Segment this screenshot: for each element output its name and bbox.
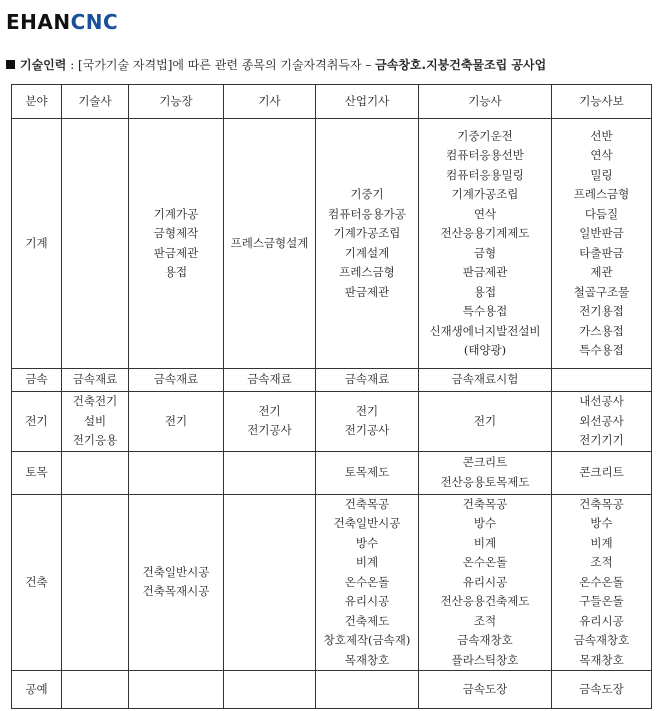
qualification-item: 밀링	[590, 167, 613, 182]
qualification-item: 금속재료	[344, 372, 390, 387]
row-field-label: 전기	[12, 392, 62, 452]
bullet-square-icon	[6, 60, 15, 69]
qualification-item: 금속재료시험	[451, 372, 519, 387]
table-row	[12, 671, 652, 709]
qualification-item: 전산응용기계제도	[440, 226, 530, 240]
qualification-item: 플라스틱창호	[451, 652, 519, 667]
qualification-table	[11, 84, 652, 709]
cell-craftsman	[419, 119, 552, 369]
cell-craftsman	[419, 451, 552, 494]
qualification-item: 외선공사	[579, 413, 624, 428]
qualification-item: 연삭	[473, 206, 497, 221]
qualification-item: 온수온돌	[344, 574, 390, 589]
qualification-item: 선반	[590, 128, 613, 143]
qualification-item: 판금제관	[462, 265, 508, 279]
qualification-item: 방수	[590, 516, 613, 530]
qualification-item: 금속재료	[153, 372, 199, 387]
qualification-item: 비계	[355, 555, 379, 569]
qualification-item: 일반판금	[579, 226, 624, 240]
row-field-label: 건축	[12, 494, 62, 671]
table-row	[12, 451, 652, 494]
cell-engineer	[224, 369, 316, 392]
cell-industrial-engineer	[316, 369, 419, 392]
cell-engineer	[224, 671, 316, 709]
qualification-item: 컴퓨터응용가공	[328, 206, 406, 221]
qualification-item: 금속도장	[462, 681, 508, 696]
table-row	[12, 494, 652, 671]
logo-part-cnc: CNC	[70, 10, 119, 34]
qualification-item: 조적	[590, 555, 613, 569]
cell-professional-engineer	[62, 451, 129, 494]
cell-craftsman	[419, 494, 552, 671]
qualification-item: 금형제작	[153, 226, 199, 240]
row-field-label: 금속	[12, 369, 62, 392]
qualification-item: 컴퓨터응용선반	[446, 148, 524, 162]
qualification-item: 컴퓨터응용밀링	[446, 167, 524, 182]
qualification-item: (태양광)	[463, 343, 507, 357]
qualification-item: 방수	[355, 535, 379, 550]
cell-industrial-engineer	[316, 451, 419, 494]
heading-scope: 금속창호.지붕건축물조립 공사업	[375, 58, 547, 72]
qualification-item: 전산응용건축제도	[440, 594, 530, 608]
header-craftsman: 기능사	[419, 85, 552, 119]
header-master-craftsman: 기능장	[129, 85, 224, 119]
table-header-row	[12, 85, 652, 119]
qualification-item: 금속도장	[579, 681, 624, 696]
table-body	[12, 119, 652, 709]
qualification-item: 건축일반시공	[142, 564, 210, 579]
cell-craftsman	[419, 392, 552, 452]
qualification-item: 판금제관	[153, 245, 199, 260]
row-field-label: 기계	[12, 119, 62, 369]
qualification-item: 프레스금형설계	[230, 235, 309, 250]
qualification-item: 철골구조물	[573, 284, 630, 299]
header-engineer: 기사	[224, 85, 316, 119]
qualification-item: 건축목공	[579, 496, 624, 511]
cell-assistant-craftsman	[552, 494, 652, 671]
qualification-item: 기중기	[350, 187, 384, 201]
qualification-item: 유리시공	[344, 594, 390, 608]
cell-industrial-engineer	[316, 494, 419, 671]
company-logo	[6, 10, 118, 34]
cell-professional-engineer	[62, 369, 129, 392]
qualification-item: 전기응용	[72, 433, 118, 447]
qualification-item: 용접	[473, 284, 497, 299]
header-professional-engineer: 기술사	[62, 85, 129, 119]
cell-master-craftsman	[129, 494, 224, 671]
table-row	[12, 369, 652, 392]
qualification-item: 전기	[355, 403, 379, 418]
cell-master-craftsman	[129, 119, 224, 369]
cell-assistant-craftsman	[552, 671, 652, 709]
table-row	[12, 119, 652, 369]
cell-assistant-craftsman	[552, 451, 652, 494]
qualification-item: 타출판금	[579, 245, 624, 260]
qualification-item: 내선공사	[579, 394, 624, 408]
qualification-item: 특수용접	[579, 343, 624, 357]
cell-engineer	[224, 119, 316, 369]
qualification-item: 금속재창호	[457, 633, 513, 647]
qualification-item: 프레스금형	[339, 265, 395, 279]
qualification-item: 전기공사	[247, 423, 292, 438]
cell-master-craftsman	[129, 451, 224, 494]
row-field-label: 공예	[12, 671, 62, 709]
qualification-item: 콘크리트	[462, 455, 508, 469]
qualification-item: 전기기기	[579, 433, 624, 447]
cell-professional-engineer	[62, 494, 129, 671]
qualification-item: 온수온돌	[462, 555, 508, 569]
qualification-item: 제관	[590, 265, 613, 279]
row-field-label: 토목	[12, 451, 62, 494]
qualification-item: 방수	[473, 516, 497, 530]
cell-assistant-craftsman	[552, 369, 652, 392]
qualification-item: 온수온돌	[579, 574, 624, 589]
cell-industrial-engineer	[316, 671, 419, 709]
qualification-item: 토목제도	[344, 464, 390, 479]
cell-engineer	[224, 494, 316, 671]
cell-professional-engineer	[62, 119, 129, 369]
table-row	[12, 392, 652, 452]
logo-part-ehan: EHAN	[6, 10, 71, 34]
cell-industrial-engineer	[316, 392, 419, 452]
qualification-item: 특수용접	[462, 304, 508, 318]
qualification-item: 금속재료	[247, 372, 292, 387]
cell-master-craftsman	[129, 369, 224, 392]
qualification-item: 기계가공	[153, 206, 199, 221]
qualification-item: 용접	[164, 265, 188, 279]
qualification-item: 전기	[258, 403, 281, 418]
qualification-item: 전기용접	[579, 304, 624, 318]
qualification-item: 신재생에너지발전설비	[429, 323, 541, 338]
qualification-item: 조적	[473, 613, 497, 628]
cell-craftsman	[419, 671, 552, 709]
qualification-item: 연삭	[590, 148, 613, 162]
qualification-item: 금형	[473, 245, 497, 260]
qualification-item: 유리시공	[579, 613, 624, 628]
cell-engineer	[224, 392, 316, 452]
header-field: 분야	[12, 85, 62, 119]
qualification-item: 건축일반시공	[333, 516, 401, 530]
qualification-item: 프레스금형	[573, 187, 630, 201]
qualification-item: 전산응용토목제도	[440, 474, 530, 489]
qualification-item: 건축목재시공	[142, 584, 210, 599]
qualification-item: 구들온돌	[579, 594, 624, 608]
cell-industrial-engineer	[316, 119, 419, 369]
qualification-item: 건축전기	[72, 394, 118, 408]
cell-professional-engineer	[62, 671, 129, 709]
section-heading	[6, 56, 660, 73]
qualification-item: 건축제도	[344, 613, 390, 628]
qualification-item: 콘크리트	[579, 464, 624, 479]
qualification-item: 기계가공조립	[451, 187, 519, 201]
header-industrial-engineer: 산업기사	[316, 85, 419, 119]
qualification-item: 건축목공	[344, 496, 390, 511]
header-assistant-craftsman: 기능사보	[552, 85, 652, 119]
qualification-item: 비계	[473, 535, 497, 550]
cell-assistant-craftsman	[552, 392, 652, 452]
qualification-item: 기계가공조립	[333, 226, 401, 240]
cell-assistant-craftsman	[552, 119, 652, 369]
qualification-item: 가스용접	[579, 323, 624, 338]
qualification-item: 설비	[83, 413, 107, 428]
qualification-item: 건축목공	[462, 496, 508, 511]
qualification-item: 비계	[590, 535, 613, 550]
heading-text: [국가기술 자격법]에 따른 관련 종목의 기술자격취득자 –	[78, 58, 376, 72]
qualification-item: 금속재료	[72, 372, 118, 387]
cell-engineer	[224, 451, 316, 494]
qualification-item: 목재창호	[344, 652, 390, 667]
cell-master-craftsman	[129, 671, 224, 709]
cell-professional-engineer	[62, 392, 129, 452]
heading-separator: :	[66, 58, 79, 72]
qualification-item: 유리시공	[462, 574, 508, 589]
qualification-item: 기계설계	[344, 245, 390, 260]
qualification-item: 전기공사	[344, 423, 390, 438]
cell-craftsman	[419, 369, 552, 392]
qualification-item: 판금제관	[344, 284, 390, 299]
qualification-item: 창호제작(금속재)	[323, 633, 411, 647]
qualification-item: 목재창호	[579, 652, 624, 667]
qualification-item: 기중기운전	[457, 128, 513, 143]
qualification-item: 금속재창호	[573, 633, 630, 647]
heading-label: 기술인력	[20, 58, 67, 72]
qualification-item: 전기	[164, 413, 188, 428]
cell-master-craftsman	[129, 392, 224, 452]
qualification-item: 다듬질	[584, 206, 619, 221]
qualification-item: 전기	[473, 413, 497, 428]
